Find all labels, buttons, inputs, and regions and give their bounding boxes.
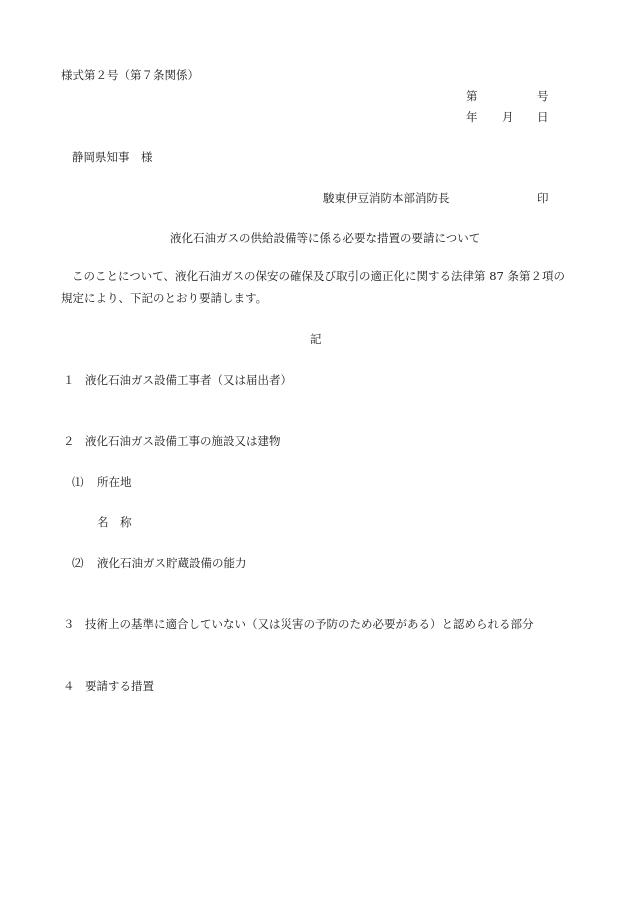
subitem-1-text: 所在地 bbox=[97, 475, 132, 489]
subitem-2-text: 液化石油ガス貯蔵設備の能力 bbox=[97, 556, 247, 570]
item-1-number: １ bbox=[63, 373, 75, 387]
subitem-2-number: ⑵ bbox=[72, 556, 84, 570]
item-1-text: 液化石油ガス設備工事者（又は届出者） bbox=[85, 373, 292, 387]
seal-mark: 印 bbox=[537, 191, 549, 205]
item-4-number: ４ bbox=[63, 679, 75, 693]
date-year: 年 bbox=[466, 110, 478, 124]
item-3-number: ３ bbox=[63, 617, 75, 631]
document-title: 液化石油ガスの供給設備等に係る必要な措置の要請について bbox=[170, 231, 481, 245]
item-3-text: 技術上の基準に適合していない（又は災害の予防のため必要がある）と認められる部分 bbox=[85, 617, 534, 631]
form-label: 様式第２号（第７条関係） bbox=[61, 68, 199, 82]
body-line-2: 規定により、下記のとおり要請します。 bbox=[61, 291, 268, 305]
date-day: 日 bbox=[537, 110, 549, 124]
item-2-number: ２ bbox=[63, 434, 75, 448]
number-go: 号 bbox=[537, 89, 549, 103]
sender-name: 駿東伊豆消防本部消防長 bbox=[323, 191, 450, 205]
name-label: 名 称 bbox=[97, 515, 132, 529]
item-2-text: 液化石油ガス設備工事の施設又は建物 bbox=[85, 434, 281, 448]
subitem-1-number: ⑴ bbox=[72, 475, 84, 489]
ki-heading: 記 bbox=[310, 332, 322, 346]
number-dai: 第 bbox=[466, 89, 478, 103]
body-line-1: このことについて、液化石油ガスの保安の確保及び取引の適正化に関する法律第 87 条第２項の bbox=[72, 269, 565, 283]
date-month: 月 bbox=[502, 110, 514, 124]
addressee: 静岡県知事 様 bbox=[72, 150, 153, 164]
item-4-text: 要請する措置 bbox=[85, 679, 154, 693]
